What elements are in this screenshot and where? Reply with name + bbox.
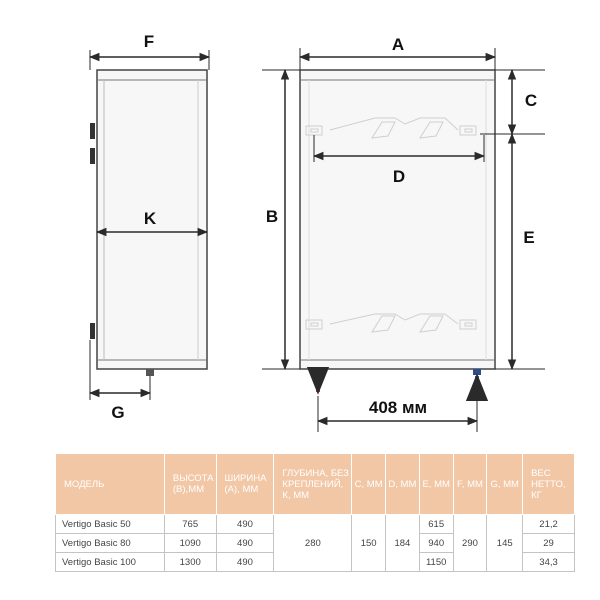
cell-d: 184 xyxy=(386,515,420,572)
cell-model: Vertigo Basic 100 xyxy=(56,553,165,572)
header-depth: ГЛУБИНА, БЕЗ КРЕПЛЕНИЙ, К, ММ xyxy=(274,454,352,515)
cell-e: 940 xyxy=(419,534,453,553)
cell-e: 1150 xyxy=(419,553,453,572)
table-row xyxy=(56,515,575,534)
cell-height: 765 xyxy=(164,515,216,534)
header-g: G, ММ xyxy=(487,454,523,515)
cell-width: 490 xyxy=(216,515,274,534)
label-k: K xyxy=(143,209,157,228)
cell-g: 145 xyxy=(487,515,523,572)
cell-depth: 280 xyxy=(274,515,352,572)
cell-weight: 34,3 xyxy=(523,553,575,572)
label-f: F xyxy=(143,32,155,51)
label-d: D xyxy=(392,167,406,186)
label-c: C xyxy=(524,91,538,110)
cell-weight: 29 xyxy=(523,534,575,553)
header-height: ВЫСОТА (B),ММ xyxy=(164,454,216,515)
cell-f: 290 xyxy=(453,515,487,572)
header-e: E, ММ xyxy=(419,454,453,515)
cell-weight: 21,2 xyxy=(523,515,575,534)
front-body xyxy=(300,70,495,369)
cold-pipe-stub xyxy=(473,369,481,375)
hot-pipe-stub xyxy=(314,369,322,375)
table-header-row xyxy=(56,454,575,515)
cell-height: 1300 xyxy=(164,553,216,572)
cell-e: 615 xyxy=(419,515,453,534)
wall-bracket-mid xyxy=(90,148,95,164)
header-c: C, ММ xyxy=(352,454,386,515)
front-view xyxy=(262,35,545,432)
watermark xyxy=(300,248,495,272)
wall-bracket-bottom xyxy=(90,323,95,339)
cell-c: 150 xyxy=(352,515,386,572)
label-b: B xyxy=(265,207,279,226)
label-pipe-distance: 408 мм xyxy=(368,398,428,417)
header-width: ШИРИНА (A), ММ xyxy=(216,454,274,515)
header-d: D, ММ xyxy=(386,454,420,515)
specs-table xyxy=(55,453,575,572)
label-g: G xyxy=(111,403,125,422)
wall-bracket-top xyxy=(90,123,95,139)
cell-model: Vertigo Basic 50 xyxy=(56,515,165,534)
label-e: E xyxy=(523,228,535,247)
header-weight: ВЕС НЕТТО, КГ xyxy=(523,454,575,515)
side-view xyxy=(90,32,209,422)
cell-width: 490 xyxy=(216,553,274,572)
cell-model: Vertigo Basic 80 xyxy=(56,534,165,553)
header-model: МОДЕЛЬ xyxy=(56,454,165,515)
cell-width: 490 xyxy=(216,534,274,553)
cell-height: 1090 xyxy=(164,534,216,553)
label-a: A xyxy=(391,35,405,54)
side-pipe-stub xyxy=(146,369,154,376)
header-f: F, ММ xyxy=(453,454,487,515)
